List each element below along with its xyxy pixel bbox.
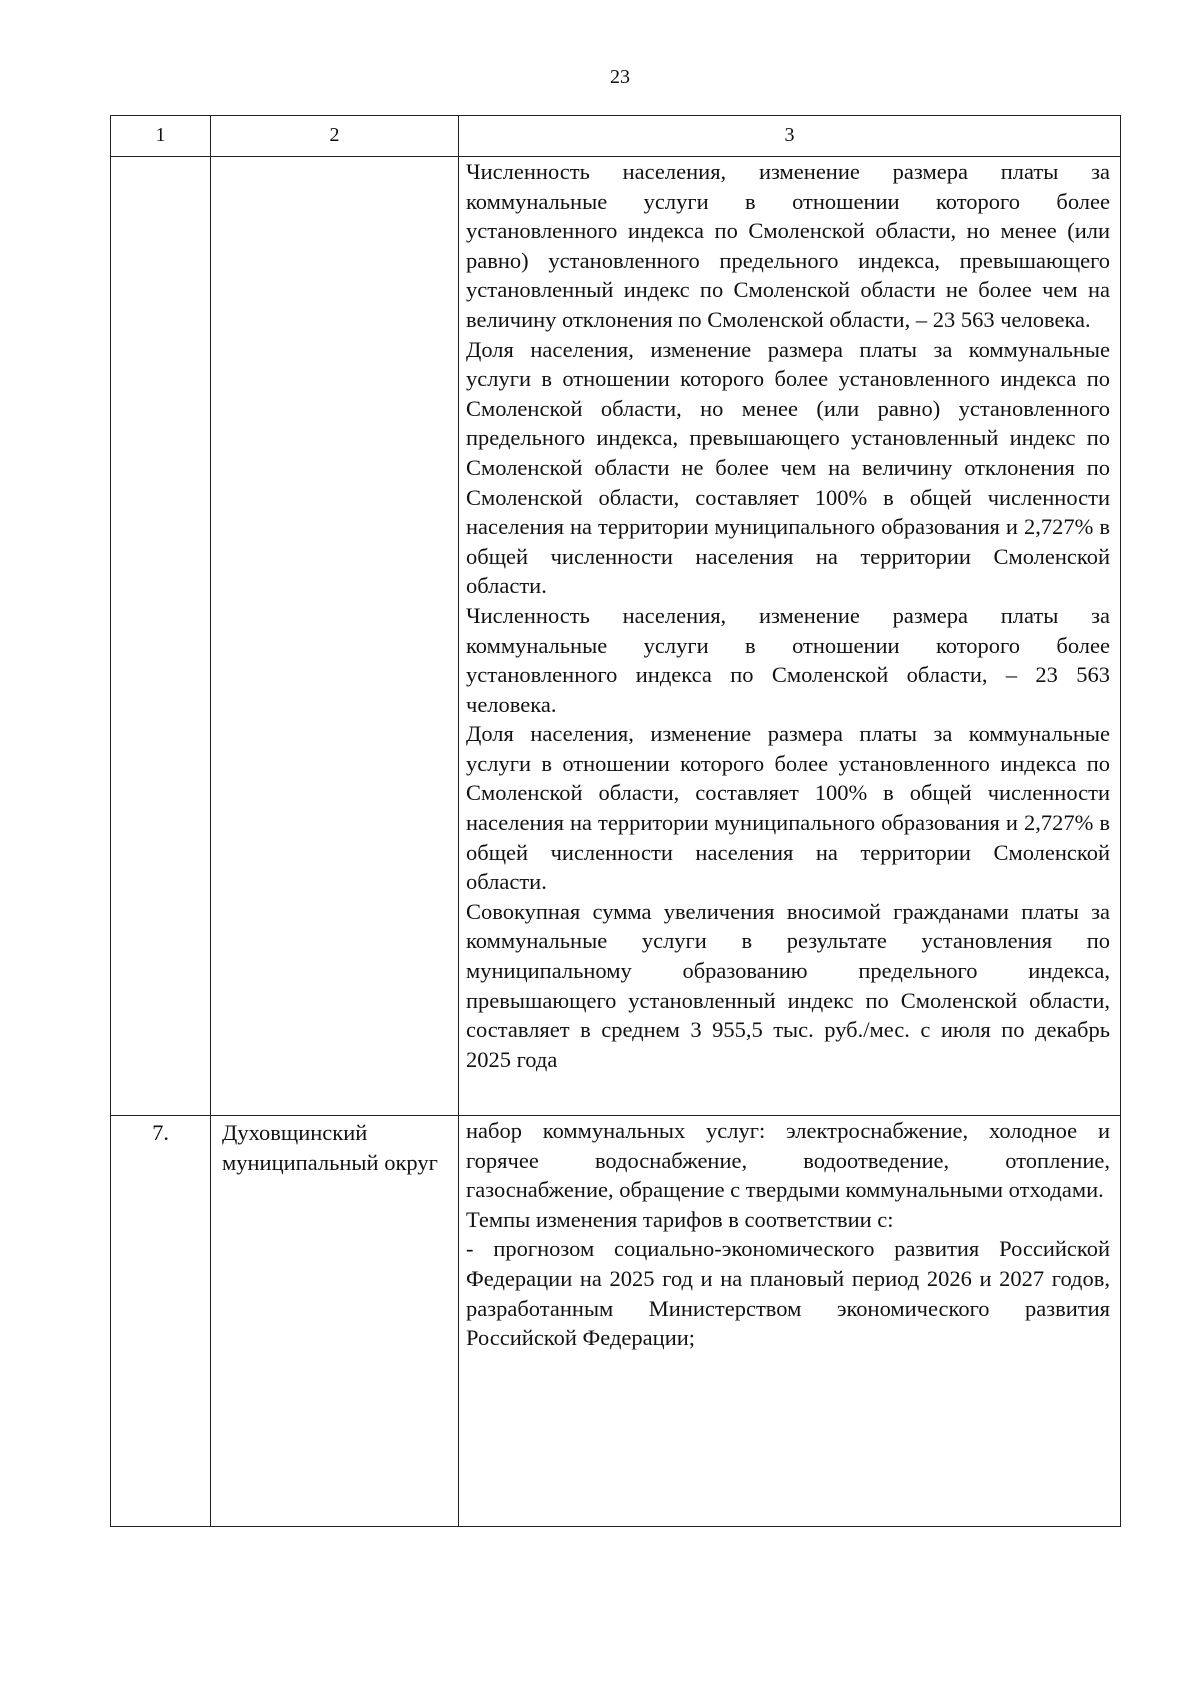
column-header: 1 [111,116,211,157]
paragraph: Численность населения, изменение размера платы за коммунальные услуги в отношении которого более установленного индекса по Смоленской области, – 23 563 человека. [466,602,1110,717]
table-row [111,1116,1121,1527]
description-cell [459,157,1121,1116]
paragraph: Численность населения, изменение размера платы за коммунальные услуги в отношении которого более установленного индекса по Смоленской области, но менее (или равно) установленного предельного индекса, превышающего установленный индекс по Смоленской области не более чем на величину отклонения по Смоленской области, – 23 563 человека. [466,159,1110,332]
municipality-name-cell: Духовщинский муниципальный округ [211,1116,459,1527]
description-cell [459,1116,1121,1527]
paragraph: Совокупная сумма увеличения вносимой гражданами платы за коммунальные услуги в результате установления по муниципальному образованию предельного индекса, превышающего установленный индекс по Смоленской области, составляет в среднем 3 955,5 тыс. руб./мес. с июля по декабрь 2025 года [466,898,1110,1072]
data-table [110,115,1121,1527]
row-number-cell: 7. [111,1116,211,1527]
table-row [111,157,1121,1116]
paragraph: Темпы изменения тарифов в соответствии с: [466,1206,894,1232]
row-number-cell [111,157,211,1116]
paragraph: Доля населения, изменение размера платы за коммунальные услуги в отношении которого более установленного индекса по Смоленской области, составляет 100% в общей численности населения на территории муниципального образования и 2,727% в общей численности населения на территории Смоленской области. [466,721,1110,895]
paragraph: Доля населения, изменение размера платы за коммунальные услуги в отношении которого более установленного индекса по Смоленской области, но менее (или равно) установленного предельного индекса, превышающего установленный индекс по Смоленской области не более чем на величину отклонения по Смоленской области, составляет 100% в общей численности населения на территории муниципального образования и 2,727% в общей численности населения на территории Смоленской области. [466,336,1110,599]
column-header: 3 [459,116,1121,157]
page-number: 23 [610,66,630,88]
paragraph: набор коммунальных услуг: электроснабжение, холодное и горячее водоснабжение, водоотведение, отопление, газоснабжение, обращение с твердыми коммунальными отходами. [466,1118,1110,1203]
column-header: 2 [211,116,459,157]
paragraph: - прогнозом социально-экономического развития Российской Федерации на 2025 год и на плановый период 2026 и 2027 годов, разработанным Министерством экономического развития Российской Федерации; [466,1236,1110,1351]
municipality-name-cell [211,157,459,1116]
table-header-row [111,116,1121,157]
